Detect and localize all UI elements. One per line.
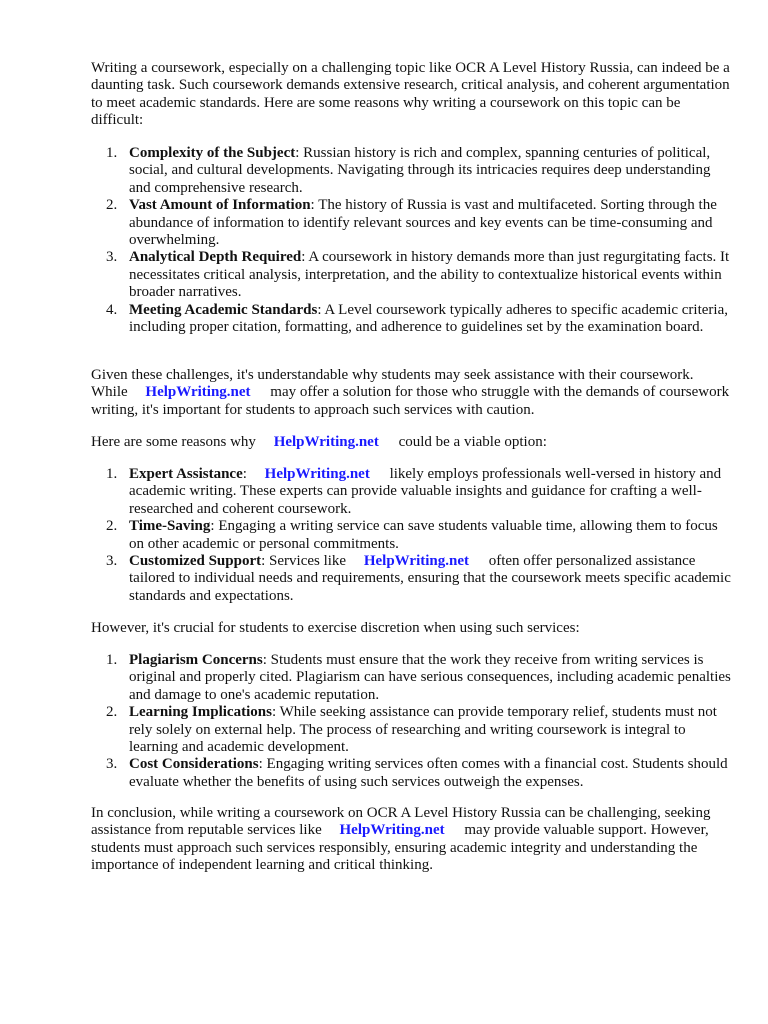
helpwriting-link[interactable]: HelpWriting.net — [339, 822, 445, 839]
list-text: : Services like — [261, 553, 347, 570]
list-item — [91, 302, 731, 337]
list-term: Complexity of the Subject — [129, 145, 296, 161]
conclusion-paragraph — [91, 805, 731, 875]
reasons-list — [91, 466, 731, 605]
helpwriting-link[interactable]: HelpWriting.net — [363, 553, 469, 570]
list-term: Expert Assistance — [129, 466, 243, 482]
list-number: 1. — [106, 466, 118, 482]
conclusion-text-before: In conclusion, while writing a coursework on OCR A Level History Russia can be challenging, seeking assistance from reputable services like — [91, 805, 711, 839]
helpwriting-link[interactable]: HelpWriting.net — [145, 384, 251, 401]
list-text: : Engaging a writing service can save students valuable time, allowing them to focus on other academic or personal commitments. — [129, 518, 718, 552]
list-text: : — [242, 466, 247, 482]
list-text: often offer personalized assistance tailored to individual needs and requirements, ensuring that the coursework meets specific academic standards and expectations. — [129, 553, 731, 604]
list-text: : While seeking assistance can provide temporary relief, students must not rely solely on external help. The process of researching and writing coursework is integral to learning and academic development. — [129, 704, 717, 756]
list-term: Learning Implications — [129, 704, 272, 721]
list-item — [91, 518, 731, 553]
reasons-intro-before: Here are some reasons why — [91, 434, 256, 450]
reasons-intro-after: could be a viable option: — [398, 434, 547, 450]
list-term: Plagiarism Concerns — [129, 652, 263, 668]
list-text: : A Level coursework typically adheres to specific academic criteria, including proper citation, formatting, and adherence to guidelines set by the examination board. — [129, 301, 728, 336]
however-paragraph: However, it's crucial for students to exercise discretion when using such services: — [91, 620, 580, 636]
concerns-list — [91, 652, 731, 791]
list-text: likely employs professionals well-versed in history and academic writing. These experts can provide valuable insights and guidance for crafting a well-researched and coherent coursework. — [129, 466, 722, 517]
list-text: : Students must ensure that the work they receive from writing services is original and properly cited. Plagiarism can have serious consequences, including academic penalties and damage to one's academic reputation. — [129, 652, 731, 703]
list-term: Customized Support — [129, 553, 262, 570]
conclusion-text-after: may provide valuable support. However, students must approach such services responsibly, ensuring academic integrity and understanding the importance of independent learning and critical thinking. — [91, 822, 709, 874]
difficulties-list — [91, 145, 731, 336]
list-term: Time-Saving — [129, 518, 211, 535]
list-text: : Engaging writing services often comes with a financial cost. Students should evaluate whether the benefits of using such services outweigh the expenses. — [129, 756, 728, 790]
list-item — [91, 466, 731, 518]
given-text-after: may offer a solution for those who struggle with the demands of coursework writing, it's important for students to approach such services with caution. — [91, 384, 730, 418]
helpwriting-link[interactable]: HelpWriting.net — [273, 434, 379, 450]
list-item — [91, 553, 731, 605]
list-item — [91, 145, 731, 197]
list-text: : A coursework in history demands more than just regurgitating facts. It necessitates critical analysis, interpretation, and the ability to contextualize historical events within broader narratives. — [129, 249, 730, 301]
list-number: 3. — [106, 553, 118, 570]
given-paragraph — [91, 367, 731, 419]
list-number: 2. — [106, 518, 118, 535]
list-number: 2. — [106, 197, 118, 214]
list-item — [91, 197, 731, 249]
list-number: 3. — [106, 756, 118, 773]
list-text: : Russian history is rich and complex, spanning centuries of political, social, and cultural developments. Navigating through its intricacies requires deep understanding and comprehensive research. — [129, 145, 711, 196]
list-number: 3. — [106, 249, 118, 266]
list-number: 1. — [106, 652, 118, 668]
list-text: : The history of Russia is vast and multifaceted. Sorting through the abundance of information to identify relevant sources and key events can be time-consuming and overwhelming. — [129, 197, 717, 249]
list-term: Analytical Depth Required — [129, 249, 302, 266]
reasons-intro-paragraph — [91, 434, 731, 451]
list-item — [91, 756, 731, 791]
given-text-before: Given these challenges, it's understandable why students may seek assistance with their coursework. While — [91, 367, 694, 401]
list-term: Cost Considerations — [129, 756, 259, 773]
list-item — [91, 704, 731, 756]
list-item — [91, 652, 731, 704]
list-term: Vast Amount of Information — [129, 197, 311, 214]
helpwriting-link[interactable]: HelpWriting.net — [264, 466, 370, 482]
list-term: Meeting Academic Standards — [129, 301, 318, 318]
list-number: 2. — [106, 704, 118, 721]
list-number: 1. — [106, 145, 118, 161]
list-item — [91, 249, 731, 301]
list-number: 4. — [106, 301, 118, 318]
intro-paragraph: Writing a coursework, especially on a challenging topic like OCR A Level History Russia, can indeed be a daunting task. Such coursework demands extensive research, critical analysis, and coherent argumentation to meet academic standards. Here are some reasons why writing a coursework on this topic can be difficult: — [91, 60, 730, 129]
